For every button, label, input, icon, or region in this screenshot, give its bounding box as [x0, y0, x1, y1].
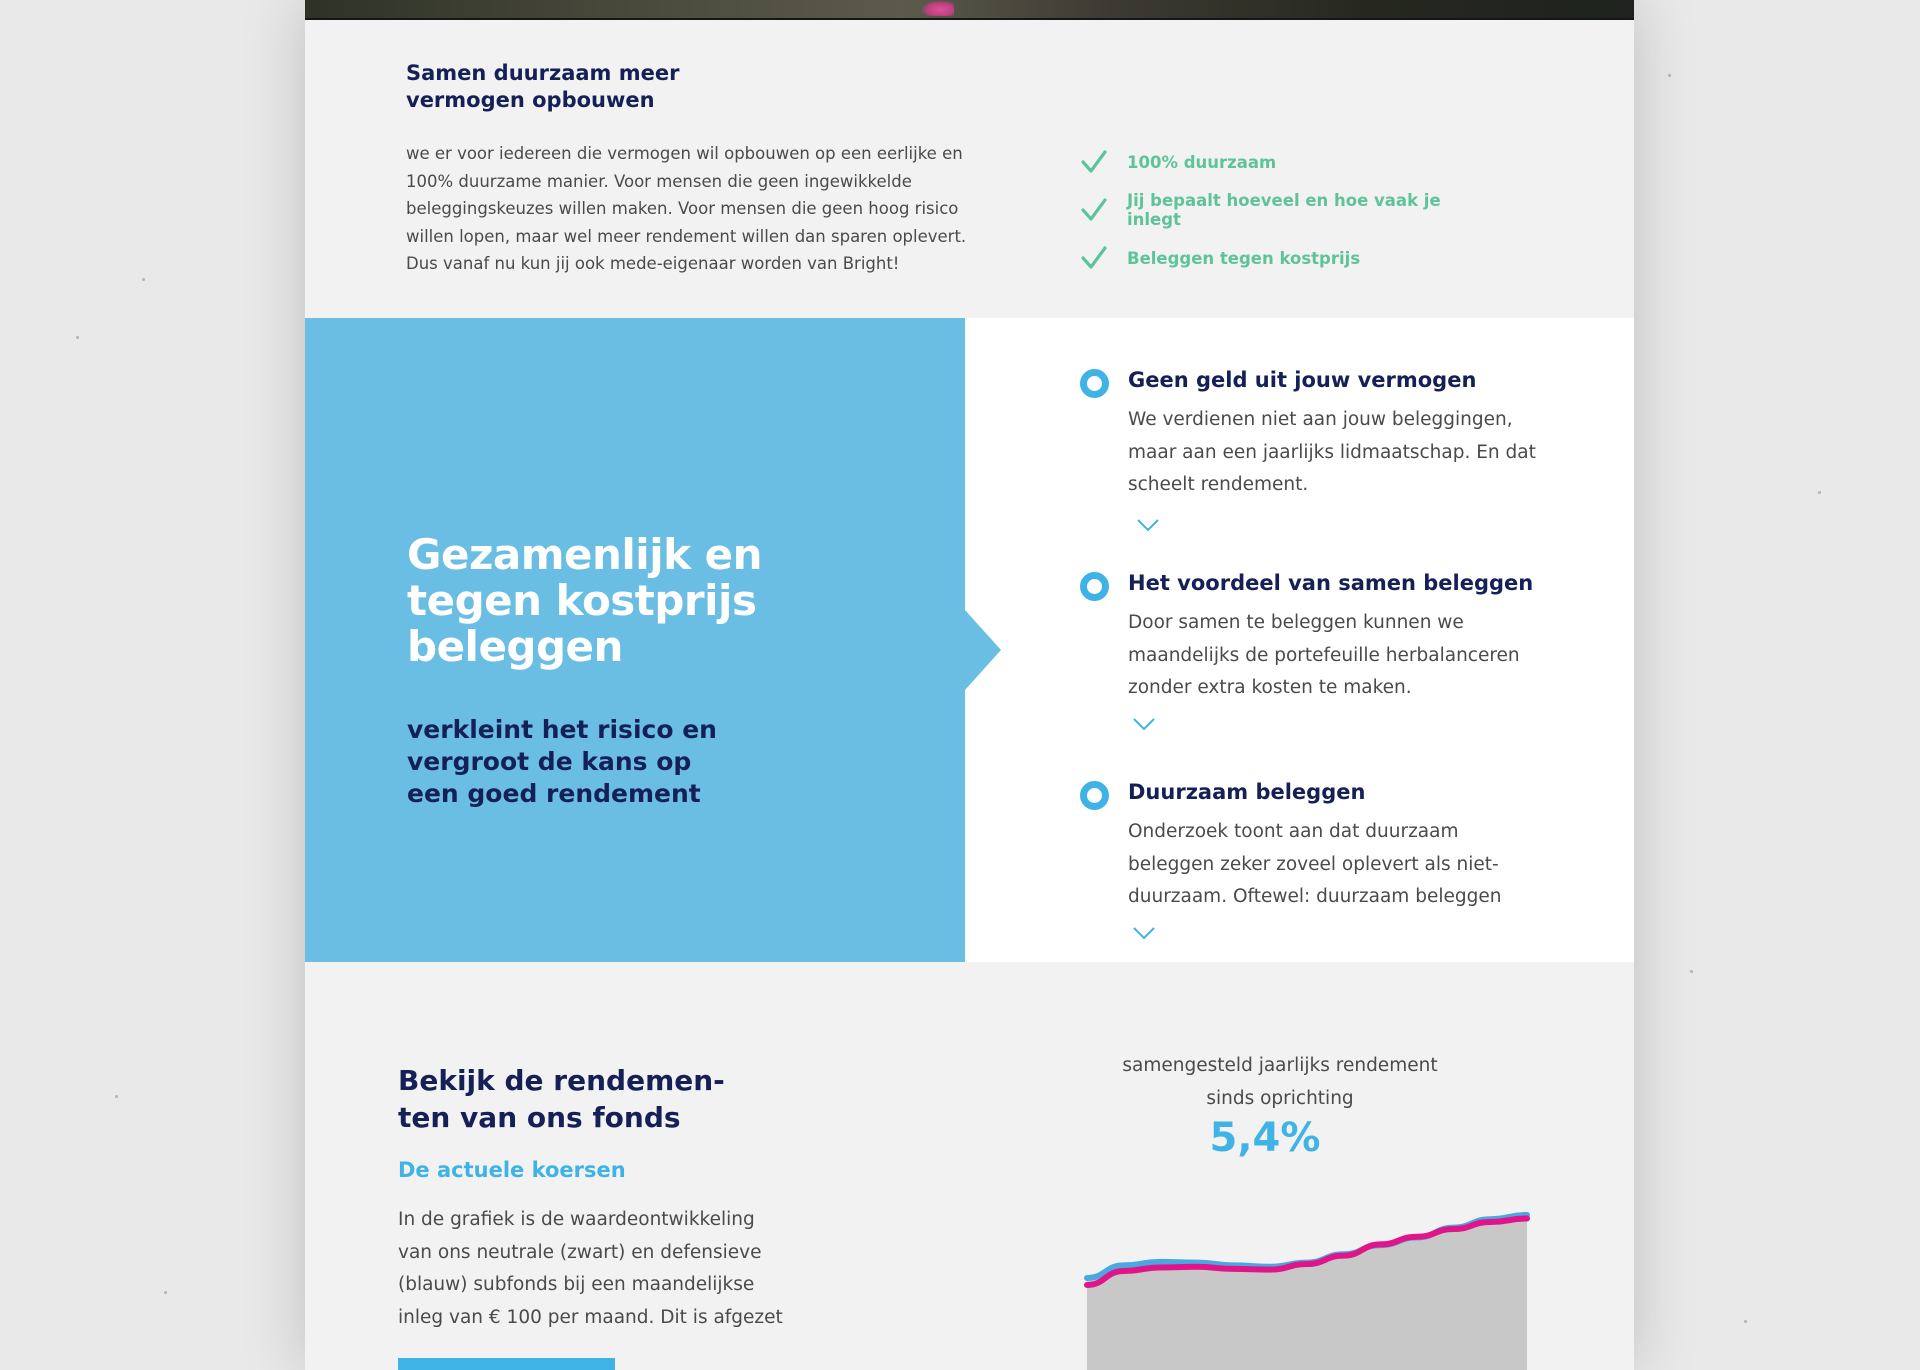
returns-body: In de grafiek is de waardeontwikkeling van ons neutrale (zwart) en defensieve (blauw) subfonds bij een maandelijkse inleg van € 100 per maand. Dit is afgezet: [398, 1209, 783, 1328]
intro-body: we er voor iedereen die vermogen wil opbouwen op een eerlijke en 100% duurzame manier. Voor mensen die geen ingewikkelde beleggingskeuzes willen maken. Voor mensen die geen hoog risico willen lopen, maar wel meer rendement willen dan sparen oplevert. Dus vanaf nu kun jij ook mede-eigenaar worden van Bright!: [406, 144, 967, 273]
chevron-down-icon[interactable]: [1136, 518, 1160, 532]
returns-subtitle: De actuele koersen: [398, 1158, 626, 1182]
returns-chart: [1077, 1120, 1537, 1370]
returns-cta-button[interactable]: [398, 1358, 615, 1370]
feature-text: Door samen te beleggen kunnen we maandelijks de portefeuille herbalanceren zonder extra kosten te maken.: [1128, 612, 1520, 698]
check-icon: [1080, 244, 1108, 272]
feature-text: We verdienen niet aan jouw beleggingen, maar aan een jaarlijks lidmaatschap. En dat scheelt rendement.: [1128, 409, 1536, 495]
returns-title: Bekijk de rendemen-ten van ons fonds: [398, 1064, 725, 1134]
benefit-checklist: [1080, 138, 1500, 282]
feature-title: Duurzaam beleggen: [1128, 780, 1366, 804]
chevron-down-icon[interactable]: [1132, 926, 1156, 940]
feature-panel-title: Gezamenlijk en tegen kostprijs beleggen: [407, 530, 763, 671]
hero-person-figure: [920, 0, 954, 16]
benefit-label: Beleggen tegen kostprijs: [1127, 248, 1361, 268]
check-icon: [1080, 196, 1108, 224]
paper-speck: [1668, 74, 1671, 77]
paper-speck: [1818, 491, 1821, 494]
paper-speck: [164, 1291, 167, 1294]
chart-label: samengesteld jaarlijks rendement sinds oprichting: [1122, 1055, 1438, 1109]
panel-pointer-arrow: [965, 610, 1001, 690]
chart-area-fill: [1087, 1216, 1527, 1370]
chevron-down-icon[interactable]: [1132, 717, 1156, 731]
paper-speck: [115, 1095, 118, 1098]
ring-bullet-icon: [1079, 571, 1110, 602]
hero-image-strip: [305, 0, 1634, 20]
feature-title: Geen geld uit jouw vermogen: [1128, 368, 1477, 392]
benefit-item: [1080, 138, 1500, 186]
ring-bullet-icon: [1079, 780, 1110, 811]
ring-bullet-icon: [1079, 368, 1110, 399]
benefit-item: [1080, 234, 1500, 282]
paper-speck: [76, 336, 79, 339]
paper-speck: [142, 278, 145, 281]
benefit-item: [1080, 186, 1500, 234]
benefit-label: Jij bepaalt hoeveel en hoe vaak je inlegt: [1126, 191, 1441, 229]
landing-page: [305, 0, 1634, 1370]
check-icon: [1080, 148, 1108, 176]
intro-title: Samen duurzaam meer vermogen opbouwen: [406, 61, 680, 112]
paper-speck: [1744, 1320, 1747, 1323]
feature-title: Het voordeel van samen beleggen: [1128, 571, 1534, 595]
feature-panel-subtitle: verkleint het risico en vergroot de kans op een goed rendement: [407, 715, 717, 808]
feature-text: Onderzoek toont aan dat duurzaam beleggen zeker zoveel oplevert als niet-duurzaam. Oftewel: duurzaam beleggen: [1128, 821, 1502, 907]
paper-speck: [1690, 970, 1693, 973]
chart-headline-value: 5,4%: [1209, 1115, 1321, 1161]
benefit-label: 100% duurzaam: [1127, 152, 1277, 172]
